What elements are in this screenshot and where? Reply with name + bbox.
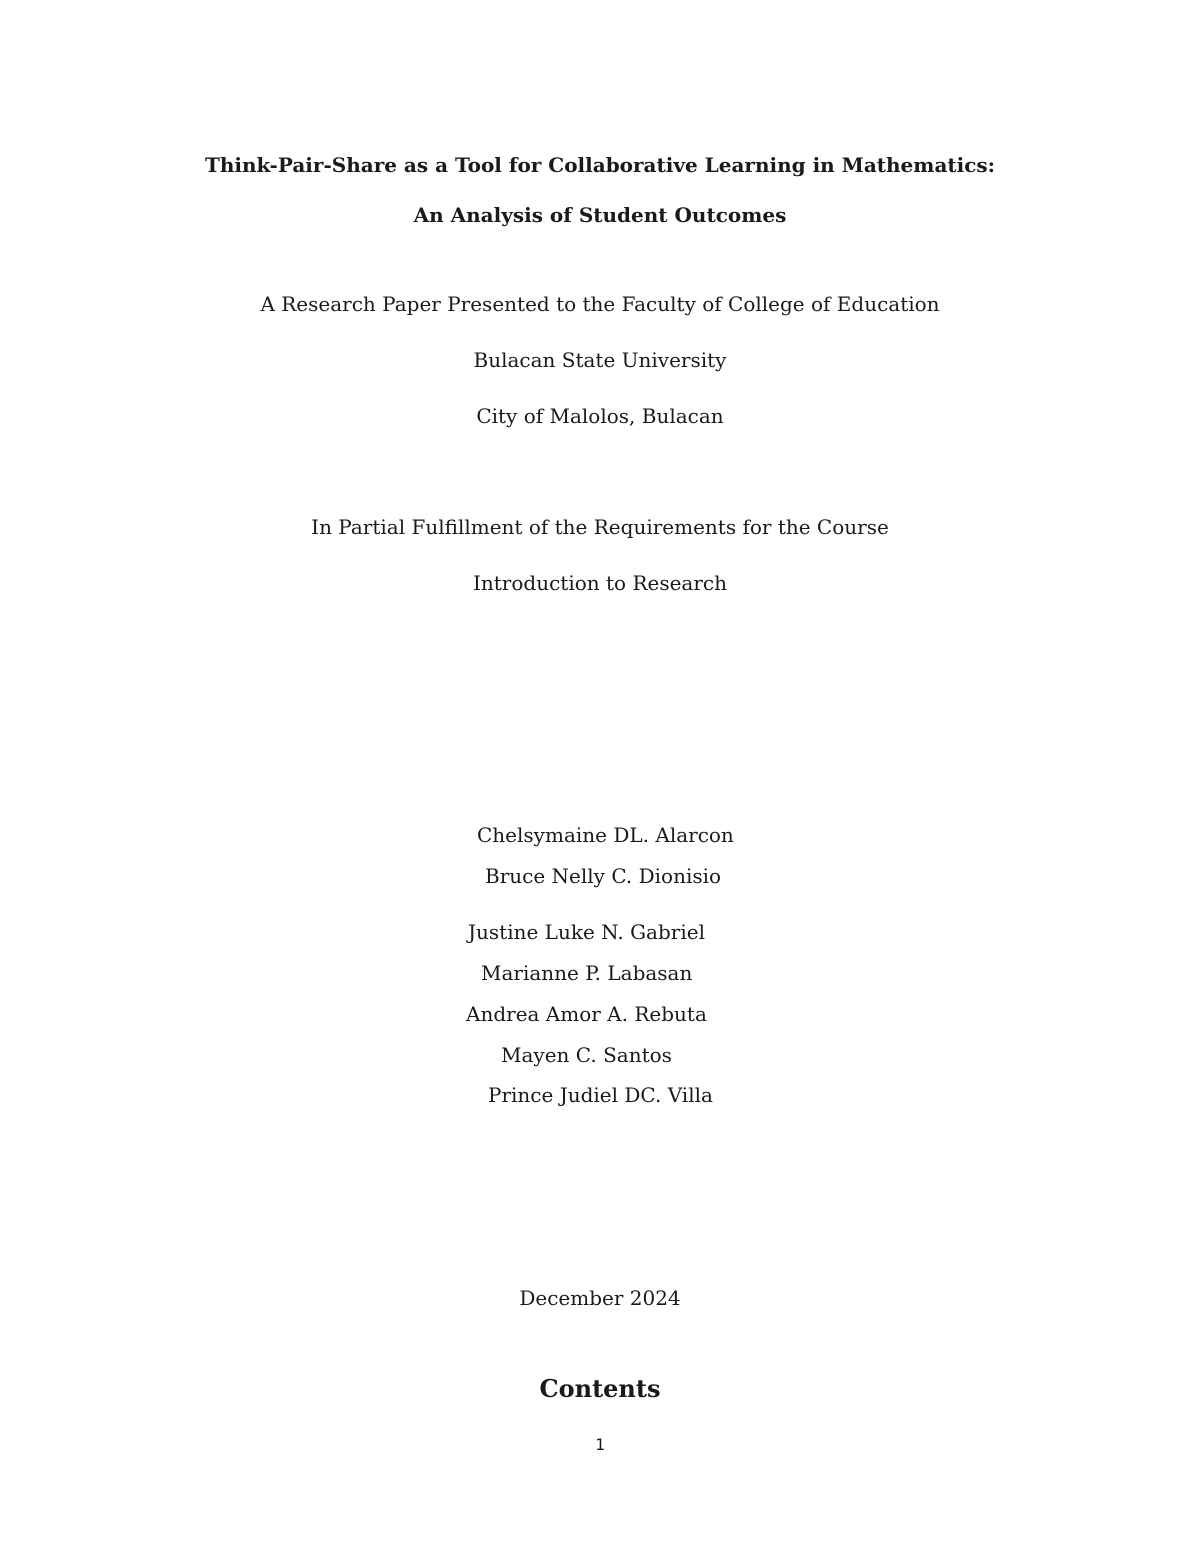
submission-date: December 2024 <box>519 1286 681 1310</box>
presentation-statement: A Research Paper Presented to the Faculty of College of Education <box>260 292 940 316</box>
author-name: Prince Judiel DC. Villa <box>488 1083 713 1107</box>
fulfillment-statement: In Partial Fulfillment of the Requirements for the Course <box>311 515 889 539</box>
page-number: 1 <box>595 1435 605 1454</box>
paper-title-line-2: An Analysis of Student Outcomes <box>413 203 787 227</box>
author-name: Mayen C. Santos <box>501 1043 672 1067</box>
author-name: Andrea Amor A. Rebuta <box>466 1002 707 1026</box>
author-name: Bruce Nelly C. Dionisio <box>485 864 722 888</box>
university-location: City of Malolos, Bulacan <box>476 404 724 428</box>
contents-heading: Contents <box>539 1374 661 1403</box>
course-name: Introduction to Research <box>472 571 727 595</box>
author-name: Chelsymaine DL. Alarcon <box>477 823 734 847</box>
author-name: Justine Luke N. Gabriel <box>468 920 705 944</box>
author-name: Marianne P. Labasan <box>481 961 693 985</box>
paper-title-line-1: Think-Pair-Share as a Tool for Collaborative Learning in Mathematics: <box>204 153 996 177</box>
university-name: Bulacan State University <box>473 348 727 372</box>
